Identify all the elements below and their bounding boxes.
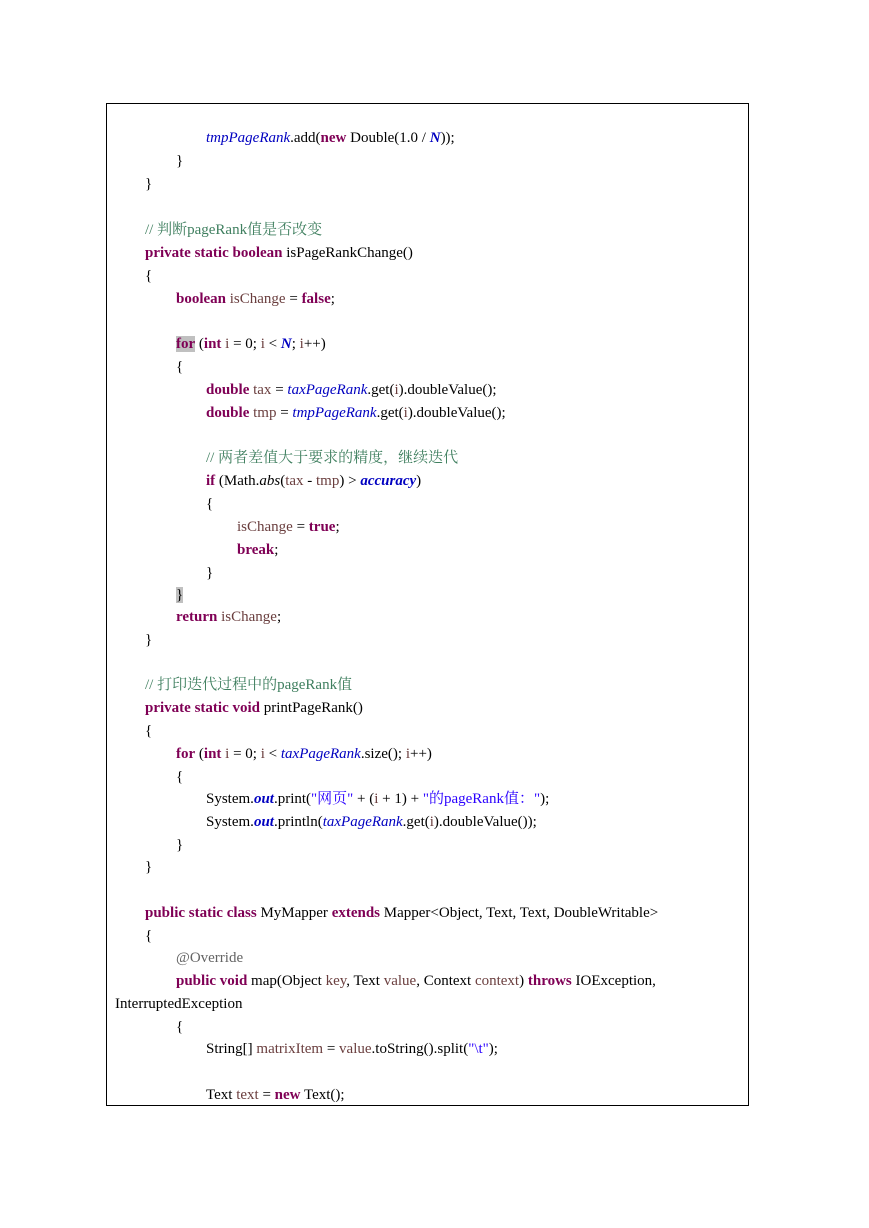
code-line: { (145, 928, 153, 944)
code-line: } (145, 176, 153, 192)
code-line: System.out.println(taxPageRank.get(i).doubleValue()); (206, 814, 537, 830)
code-line: double tmp = tmpPageRank.get(i).doubleValue(); (206, 405, 506, 421)
code-line: double tax = taxPageRank.get(i).doubleValue(); (206, 382, 497, 398)
annotation: @Override (176, 950, 244, 966)
code-line: { (176, 359, 184, 375)
method-signature: private static boolean isPageRankChange() (145, 245, 413, 261)
code-line: } (145, 859, 153, 875)
code-line: for (int i = 0; i < N; i++) (176, 336, 326, 352)
code-line: { (206, 496, 214, 512)
code-line: for (int i = 0; i < taxPageRank.size(); i++) (176, 746, 432, 762)
code-line: String[] matrixItem = value.toString().split("\t"); (206, 1041, 498, 1057)
code-line: System.out.print("网页" + (i + 1) + "的pageRank值："); (206, 791, 550, 807)
code-line: } (176, 837, 184, 853)
code-line: } (176, 153, 184, 169)
code-line: InterruptedException (115, 996, 243, 1012)
code-line: boolean isChange = false; (176, 291, 335, 307)
code-line: tmpPageRank.add(new Double(1.0 / N)); (206, 130, 455, 146)
code-comment: // 判断pageRank值是否改变 (145, 222, 323, 238)
code-line: { (176, 1019, 184, 1035)
method-signature: public void map(Object key, Text value, Context context) throws IOException, (176, 973, 656, 989)
code-line: } (145, 632, 153, 648)
code-line: break; (237, 542, 279, 558)
code-line: { (145, 268, 153, 284)
code-line: } (176, 587, 184, 603)
code-comment: // 两者差值大于要求的精度，继续迭代 (206, 450, 459, 466)
code-line: { (145, 723, 153, 739)
class-declaration: public static class MyMapper extends Mapper<Object, Text, Text, DoubleWritable> (145, 905, 659, 921)
code-line: { (176, 769, 184, 785)
code-line: Text text = new Text(); (206, 1087, 345, 1103)
code-line: } (206, 565, 214, 581)
code-listing (106, 103, 749, 1106)
code-line: isChange = true; (237, 519, 340, 535)
method-signature: private static void printPageRank() (145, 700, 363, 716)
code-line: return isChange; (176, 609, 282, 625)
code-line: if (Math.abs(tax - tmp) > accuracy) (206, 473, 422, 489)
code-comment: // 打印迭代过程中的pageRank值 (145, 677, 353, 693)
